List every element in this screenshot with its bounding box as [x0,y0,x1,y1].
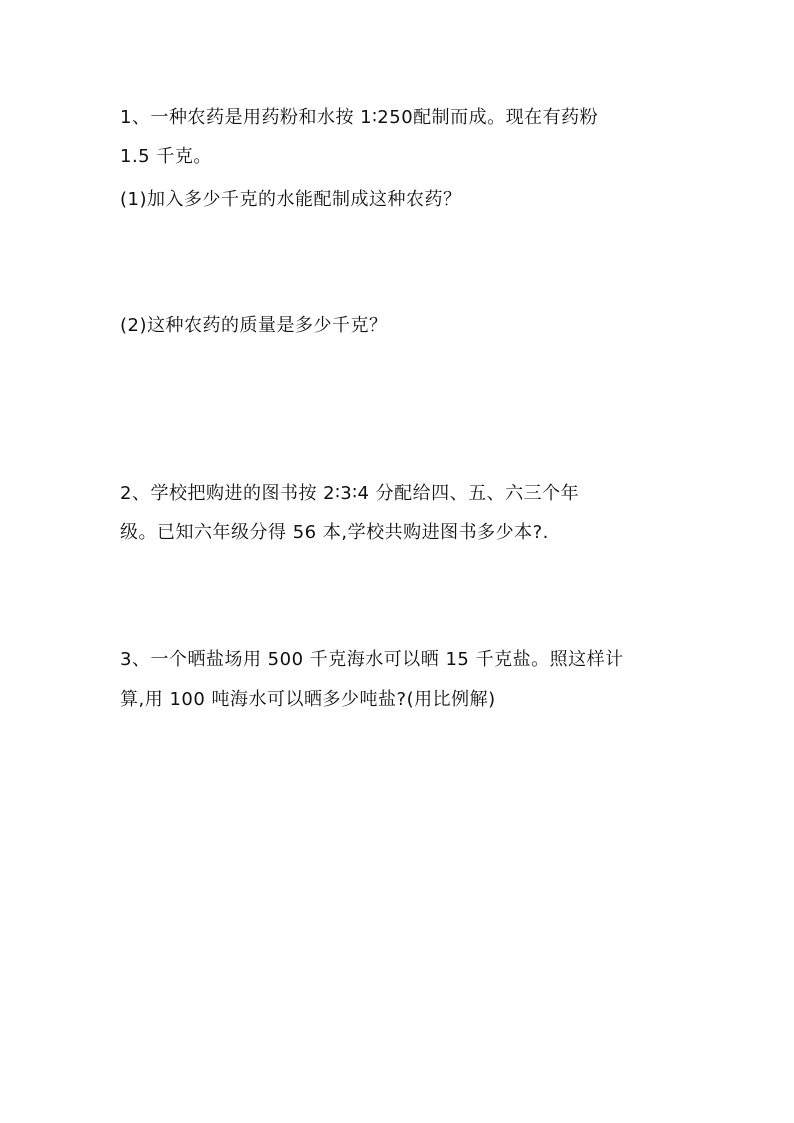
question-2-line-1: 2、学校把购进的图书按 2∶3∶4 分配给四、五、六三个年 [120,483,580,504]
question-3-line-2: 算,用 100 吨海水可以晒多少吨盐?(用比例解) [120,689,496,710]
question-1-line-2: 1.5 千克。 [120,146,212,167]
question-1-subquestion-1: (1)加入多少千克的水能配制成这种农药？ [120,189,462,210]
question-1-subquestion-2: (2)这种农药的质量是多少千克？ [120,315,388,336]
question-1-line-1: 1、一种农药是用药粉和水按 1∶250配制而成。现在有药粉 [120,107,599,128]
question-3-line-1: 3、一个晒盐场用 500 千克海水可以晒 15 千克盐。照这样计 [120,649,624,670]
question-2-line-2: 级。已知六年级分得 56 本,学校共购进图书多少本?. [120,522,549,543]
